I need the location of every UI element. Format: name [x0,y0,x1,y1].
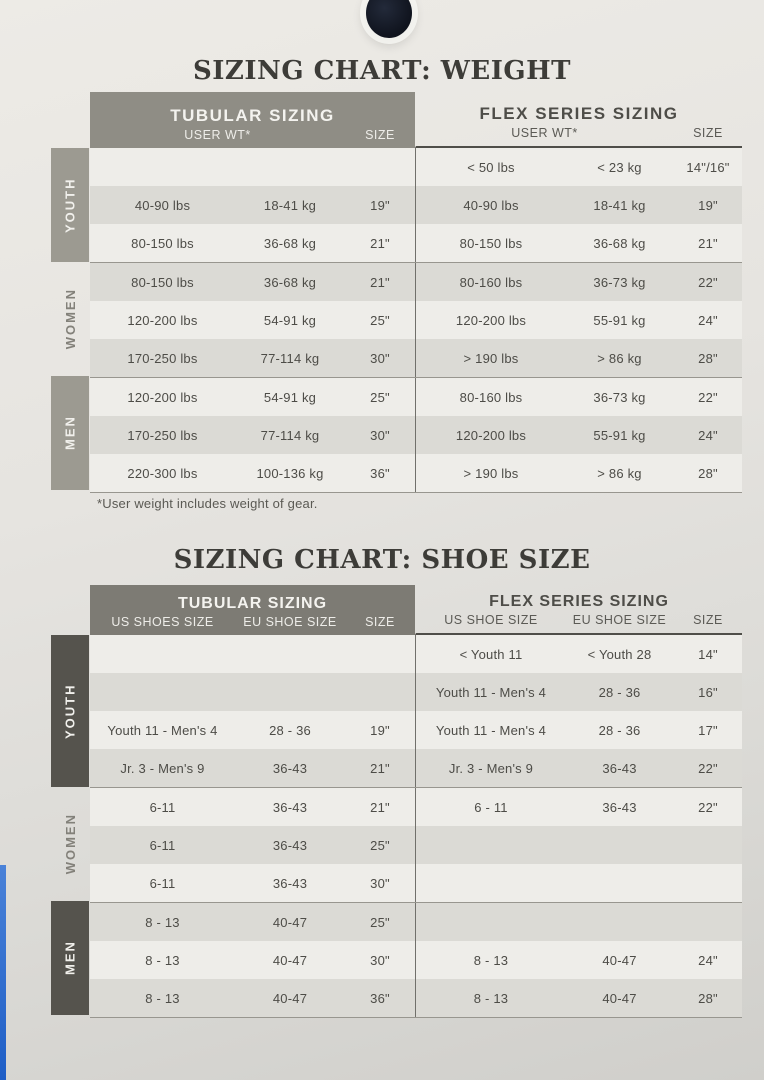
group-label: YOUTH [62,177,78,233]
flex-cells [415,186,742,224]
size-column-header: SIZE [365,128,395,142]
flex-cells [415,148,742,186]
shoe-chart-title: SIZING CHART: SHOE SIZE [173,545,591,575]
flex-cells [415,263,742,301]
table-cell: 19" [370,722,390,738]
table-cell: 120-200 lbs [455,427,527,443]
table-cell: 8 - 13 [473,952,509,968]
hang-hole-icon [366,0,412,38]
size-column-header: SIZE [365,615,395,629]
table-cell: 30" [370,952,390,968]
table-row [90,826,742,864]
table-cell: 8 - 13 [145,990,180,1006]
table-row [90,263,742,301]
table-section [90,148,742,262]
tubular-cells [90,711,415,749]
table-row [90,339,742,377]
table-row [90,864,742,902]
flex-cells [415,711,742,749]
table-cell: 36-43 [272,837,308,853]
table-cell: 24" [698,427,718,443]
table-cell: 28" [698,465,718,481]
weight-chart-headers [90,92,742,148]
table-cell: 8 - 13 [145,914,180,930]
tubular-cells [90,826,415,864]
weight-chart-rows [90,148,742,493]
table-cell: 80-150 lbs [131,235,194,251]
sidebar-group [50,635,90,787]
table-cell: 16" [698,684,718,700]
table-cell: 80-160 lbs [459,274,523,290]
tubular-sizing-title: TUBULAR SIZING [170,106,335,125]
tubular-cells [90,454,415,492]
table-cell: 25" [370,389,390,405]
table-row [90,378,742,416]
table-cell: < 23 kg [597,159,642,175]
flex-cells [415,979,742,1017]
table-cell: 120-200 lbs [127,389,198,405]
flex-cells [415,339,742,377]
size-column-header: SIZE [693,613,723,627]
table-cell: 36-43 [602,760,637,776]
table-cell: 24" [698,312,718,328]
table-cell: 170-250 lbs [127,427,198,443]
table-cell: 25" [370,312,390,328]
table-cell: 6 - 11 [474,799,508,815]
table-cell: 36-68 kg [263,274,317,290]
table-cell: 19" [698,197,718,213]
table-cell: 14" [698,646,718,662]
tubular-sizing-header [90,585,415,635]
group-label: YOUTH [62,683,78,739]
table-cell: 28" [698,350,718,366]
table-section [90,787,742,902]
table-cell: 22" [698,760,718,776]
table-row [90,941,742,979]
table-cell: 19" [370,197,390,213]
table-cell: > 190 lbs [463,350,519,366]
flex-cells [415,826,742,864]
weight-chart-sidebar [50,92,90,493]
table-cell: > 190 lbs [463,465,519,481]
table-cell: 80-150 lbs [131,274,194,290]
weight-chart-table [50,92,742,493]
table-cell: 54-91 kg [263,312,317,328]
flex-cells [415,673,742,711]
us-shoe-size-column-header: US SHOES SIZE [111,615,214,629]
tubular-cells [90,749,415,787]
table-cell: 28 - 36 [598,722,641,738]
shoe-chart-headers [90,585,742,635]
tubular-cells [90,979,415,1017]
table-cell: 170-250 lbs [127,350,198,366]
table-row [90,903,742,941]
flex-cells [415,635,742,673]
tubular-cells [90,263,415,301]
table-row [90,788,742,826]
flex-cells [415,941,742,979]
flex-cells [415,224,742,262]
tubular-cells [90,416,415,454]
table-cell: 36-43 [272,799,308,815]
table-cell: 6-11 [149,875,176,891]
table-cell: 55-91 kg [593,427,646,443]
table-section [90,635,742,787]
table-cell: 77-114 kg [260,350,320,366]
table-row [90,224,742,262]
table-row [90,673,742,711]
table-cell: 21" [370,235,390,251]
sidebar-group [50,901,90,1015]
table-cell: 17" [698,722,718,738]
tubular-cells [90,301,415,339]
table-row [90,416,742,454]
group-label: MEN [62,940,78,976]
table-row [90,454,742,492]
tubular-cells [90,224,415,262]
us-shoe-size-column-header: US SHOE SIZE [444,613,538,627]
flex-cells [415,864,742,902]
sidebar-group [50,376,90,490]
size-column-header: SIZE [693,126,723,140]
table-cell: 120-200 lbs [127,312,198,328]
table-cell: Jr. 3 - Men's 9 [120,760,205,776]
table-cell: 28" [698,990,718,1006]
table-cell: 22" [698,799,718,815]
table-cell: 36-68 kg [593,235,646,251]
flex-series-sizing-header [415,92,742,148]
group-label: WOMEN [62,288,78,350]
table-cell: < Youth 28 [587,646,652,662]
group-label: WOMEN [62,813,78,875]
table-row [90,635,742,673]
eu-shoe-size-column-header: EU SHOE SIZE [243,615,337,629]
table-cell: 21" [370,799,390,815]
weight-chart-title: SIZING CHART: WEIGHT [192,56,572,86]
table-cell: > 86 kg [597,350,642,366]
sidebar-group [50,148,90,262]
shoe-chart-table [50,585,742,1018]
flex-cells [415,788,742,826]
flex-series-sizing-header [415,585,742,635]
table-cell: 8 - 13 [473,990,509,1006]
background-edge [0,865,6,1080]
table-cell: 18-41 kg [263,197,317,213]
table-cell: 21" [370,274,390,290]
table-cell: 25" [370,914,390,930]
flex-cells [415,454,742,492]
table-row [90,186,742,224]
table-cell: 21" [698,235,718,251]
table-cell: 36-43 [272,760,308,776]
weight-chart-footnote: *User weight includes weight of gear. [97,496,318,511]
tubular-cells [90,635,415,673]
table-cell: 25" [370,837,390,853]
shoe-chart-sidebar [50,585,90,1018]
table-cell: 30" [370,350,390,366]
table-cell: 6-11 [149,837,176,853]
table-cell: 14"/16" [686,159,730,175]
table-cell: Youth 11 - Men's 4 [435,722,547,738]
table-row [90,301,742,339]
sidebar-group [50,787,90,901]
tubular-cells [90,378,415,416]
flex-cells [415,378,742,416]
table-row [90,749,742,787]
table-cell: 22" [698,274,718,290]
table-cell: 22" [698,389,718,405]
table-cell: 36-73 kg [593,274,646,290]
flex-series-sizing-title: FLEX SERIES SIZING [489,593,669,610]
tubular-cells [90,903,415,941]
table-row [90,979,742,1017]
table-cell: < 50 lbs [467,159,515,175]
flex-cells [415,301,742,339]
table-cell: 30" [370,427,390,443]
table-section [90,262,742,377]
tubular-cells [90,788,415,826]
table-cell: 120-200 lbs [455,312,527,328]
tubular-sizing-header [90,92,415,148]
table-cell: 28 - 36 [598,684,641,700]
table-cell: 36" [370,990,390,1006]
tubular-cells [90,339,415,377]
table-cell: < Youth 11 [459,646,523,662]
user-weight-column-header: USER WT* [184,128,251,142]
table-section [90,902,742,1017]
table-cell: 28 - 36 [269,722,311,738]
table-section [90,377,742,492]
table-cell: 55-91 kg [593,312,646,328]
table-cell: 100-136 kg [256,465,324,481]
flex-cells [415,416,742,454]
table-cell: 54-91 kg [263,389,317,405]
table-cell: 40-47 [602,990,637,1006]
table-row [90,711,742,749]
table-cell: > 86 kg [597,465,642,481]
table-row [90,148,742,186]
table-cell: 40-47 [272,952,308,968]
table-cell: 36-68 kg [263,235,317,251]
table-cell: 40-47 [602,952,637,968]
table-cell: 40-47 [272,990,308,1006]
table-cell: 8 - 13 [145,952,180,968]
flex-cells [415,903,742,941]
table-cell: 24" [698,952,718,968]
table-cell: 80-150 lbs [459,235,523,251]
tubular-cells [90,673,415,711]
flex-series-sizing-title: FLEX SERIES SIZING [479,104,679,123]
table-cell: Youth 11 - Men's 4 [435,684,547,700]
table-cell: 21" [370,760,390,776]
table-cell: 18-41 kg [593,197,646,213]
table-cell: 36" [370,465,390,481]
table-cell: 40-47 [272,914,308,930]
table-cell: 6-11 [149,799,176,815]
user-weight-column-header: USER WT* [511,126,578,140]
tubular-cells [90,941,415,979]
table-cell: 36-43 [272,875,308,891]
tubular-sizing-title: TUBULAR SIZING [177,595,328,612]
flex-cells [415,749,742,787]
table-cell: 36-43 [602,799,637,815]
group-label: MEN [62,415,78,451]
tubular-cells [90,186,415,224]
eu-shoe-size-column-header: EU SHOE SIZE [572,613,667,627]
tubular-cells [90,148,415,186]
table-cell: 220-300 lbs [127,465,198,481]
table-cell: 40-90 lbs [463,197,519,213]
table-cell: Jr. 3 - Men's 9 [448,760,534,776]
shoe-chart-rows [90,635,742,1018]
table-cell: 77-114 kg [260,427,320,443]
sidebar-group [50,262,90,376]
table-cell: 30" [370,875,390,891]
tubular-cells [90,864,415,902]
table-cell: 80-160 lbs [459,389,523,405]
table-cell: 36-73 kg [593,389,646,405]
table-cell: Youth 11 - Men's 4 [107,722,218,738]
table-cell: 40-90 lbs [134,197,191,213]
